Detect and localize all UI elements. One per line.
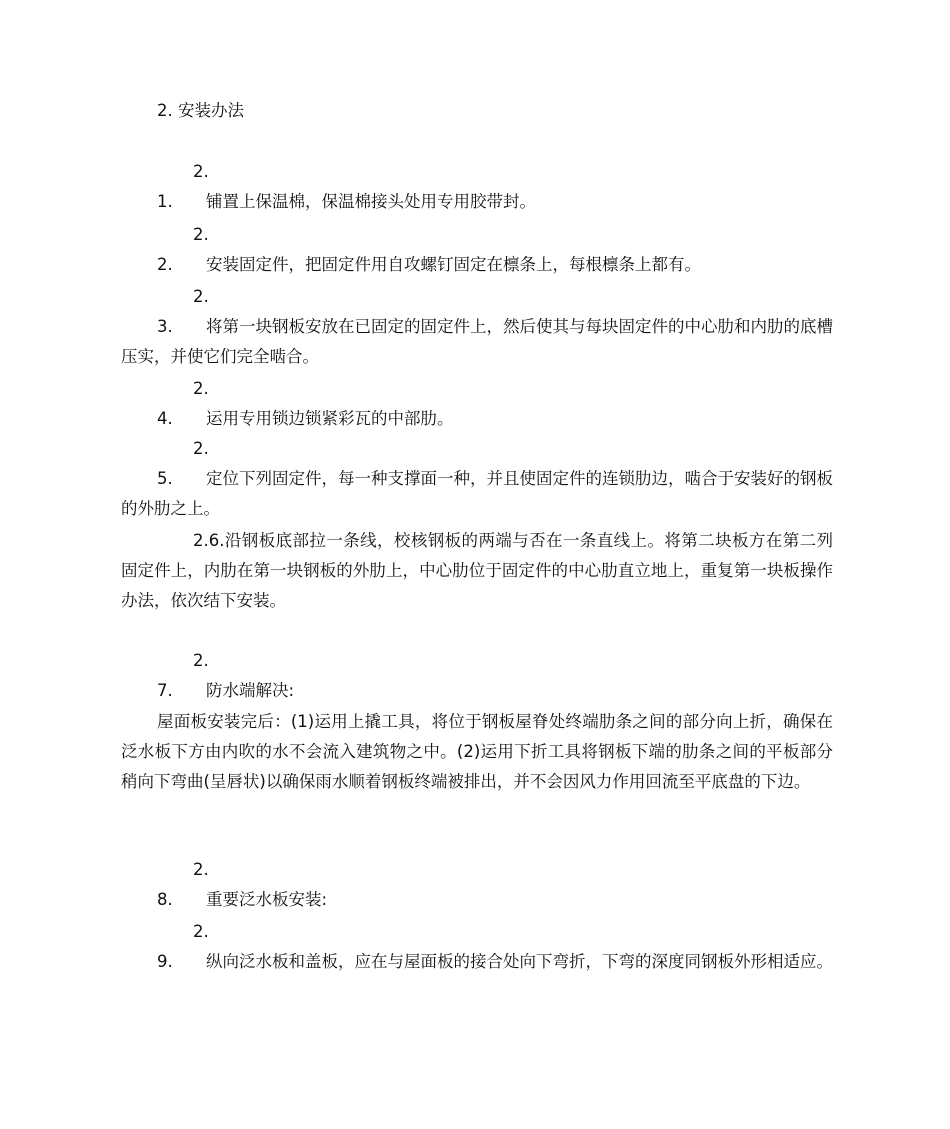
paragraph-number: 2.4. — [157, 379, 209, 428]
paragraph-number: 2.9. — [157, 922, 209, 971]
paragraph-number: 2.2. — [157, 225, 209, 274]
paragraph-number: 2.7. — [157, 651, 209, 700]
paragraph-2-3 — [121, 282, 833, 372]
paragraph-waterproof-detail — [121, 707, 833, 797]
paragraph-text: 铺置上保温棉，保温棉接头处用专用胶带封。 — [206, 192, 536, 211]
paragraph-2-1 — [121, 157, 833, 217]
paragraph-text: 重要泛水板安装: — [206, 890, 328, 909]
paragraph-2-8 — [121, 855, 833, 915]
paragraph-text: 定位下列固定件，每一种支撑面一种，并且使固定件的连锁肋边，啮合于安装好的钢板的外肋之上。 — [121, 469, 833, 518]
paragraph-text: 将第一块钢板安放在已固定的固定件上，然后使其与每块固定件的中心肋和内肋的底槽压实，并使它们完全啮合。 — [121, 317, 833, 366]
paragraph-text: 防水端解决: — [206, 681, 295, 700]
paragraph-2-4 — [121, 374, 833, 434]
paragraph-text: 沿钢板底部拉一条线，校核钢板的两端与否在一条直线上。将第二块板方在第二列固定件上，内肋在第一块钢板的外肋上，中心肋位于固定件的中心肋直立地上，重复第一块板操作办法，依次结下安装。 — [121, 531, 833, 610]
section-heading — [121, 96, 833, 126]
paragraph-number: 2.8. — [157, 860, 209, 909]
paragraph-text: 屋面板安装完后：(1)运用上撬工具，将位于钢板屋脊处终端肋条之间的部分向上折，确保在泛水板下方由内吹的水不会流入建筑物之中。(2)运用下折工具将钢板下端的肋条之间的平板部分稍向下弯曲(呈唇状)以确保雨水顺着钢板终端被排出，并不会因风力作用回流至平底盘的下边。 — [121, 712, 833, 791]
paragraph-text: 安装固定件，把固定件用自攻螺钉固定在檩条上，每根檩条上都有。 — [206, 255, 701, 274]
paragraph-number: 2.3. — [157, 287, 209, 336]
paragraph-2-6 — [121, 526, 833, 616]
paragraph-text: 运用专用锁边锁紧彩瓦的中部肋。 — [206, 409, 454, 428]
paragraph-2-9 — [121, 917, 833, 977]
paragraph-2-7 — [121, 646, 833, 706]
paragraph-number: 2.5. — [157, 439, 209, 488]
section-heading-text: 2. 安装办法 — [157, 101, 244, 120]
paragraph-number: 2.6. — [193, 531, 225, 550]
paragraph-2-5 — [121, 434, 833, 524]
paragraph-2-2 — [121, 220, 833, 280]
paragraph-number: 2.1. — [157, 162, 209, 211]
paragraph-text: 纵向泛水板和盖板，应在与屋面板的接合处向下弯折，下弯的深度同钢板外形相适应。 — [206, 952, 833, 971]
